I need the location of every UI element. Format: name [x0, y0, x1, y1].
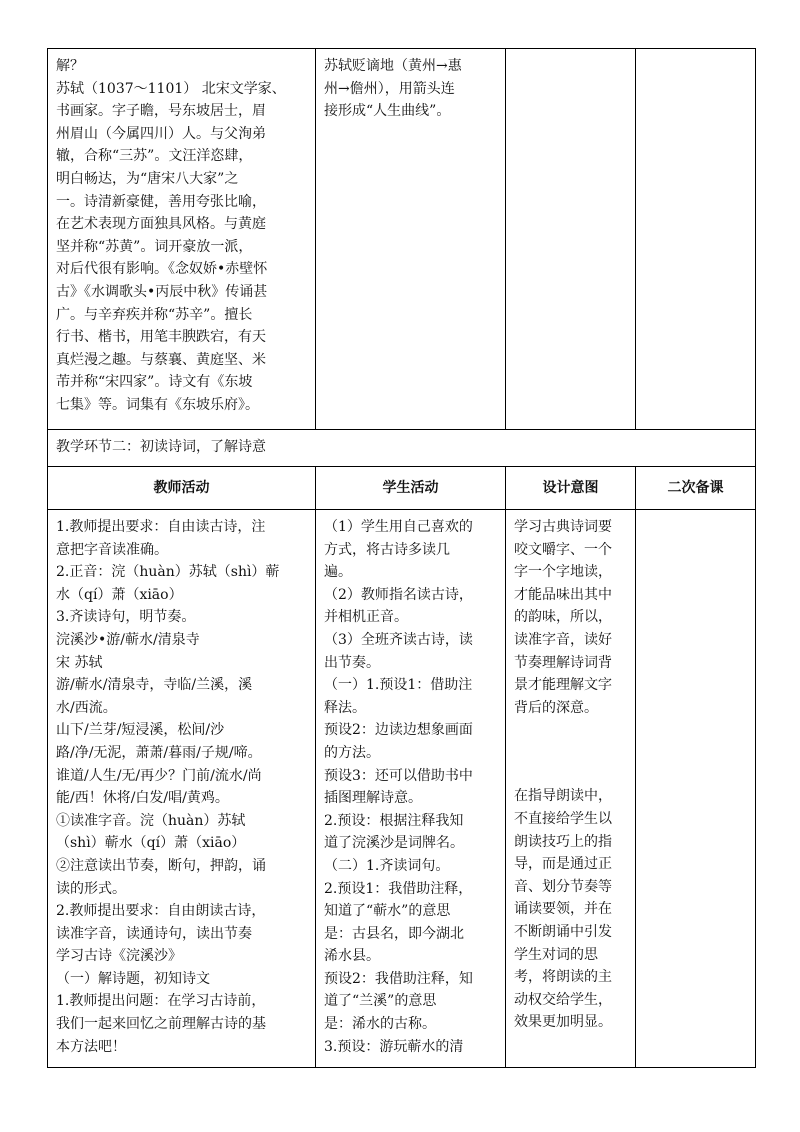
text-line: 学生对词的思: [514, 946, 598, 963]
header-design-intent: 设计意图: [506, 467, 636, 510]
text-line: 动权交给学生，: [514, 991, 612, 1008]
text-line: 1.教师提出要求：自由读古诗，注: [56, 519, 266, 535]
author-intro-text: [56, 55, 309, 417]
text-line: 的方法。: [324, 744, 380, 761]
text-line: 出节奏。: [324, 654, 380, 671]
text-line: 一。诗清新豪健，善用夸张比喻，: [56, 193, 266, 210]
text-line: 诵读要领，并在: [514, 901, 612, 918]
text-line: 2.正音：浣（huàn）苏轼（shì）蕲: [56, 564, 280, 581]
text-line: 读准字音，读通诗句，读出节奏: [56, 925, 252, 942]
text-line: 预设3：还可以借助书中: [324, 767, 473, 784]
text-line: 读准字音，读好: [514, 631, 612, 648]
text-line: 书画家。字子瞻，号东坡居士，眉: [56, 103, 266, 120]
text-line: 本方法吧！: [56, 1038, 126, 1055]
empty-cell: [506, 49, 636, 430]
teacher-activity-cell: [48, 510, 316, 1068]
text-line: 字一个字地读，: [514, 564, 612, 581]
header-second-prep: 二次备课: [636, 467, 756, 510]
text-line: 能/西！休将/白发/唱/黄鸡。: [56, 790, 229, 807]
exile-route-cell: [316, 49, 506, 430]
header-student-activity: 学生活动: [316, 467, 506, 510]
text-line: 读的形式。: [56, 880, 126, 897]
text-line: 的韵味，所以，: [514, 609, 612, 626]
text-line: 背后的深意。: [514, 699, 598, 716]
author-intro-row: [48, 49, 756, 430]
text-line: 行书、楷书，用笔丰腴跌宕，有天: [56, 329, 266, 346]
author-intro-cell: [48, 49, 316, 430]
text-line: 苏轼贬谪地（黄州→惠: [324, 58, 462, 74]
text-line: 游/蕲水/清泉寺，寺临/兰溪，溪: [56, 677, 253, 694]
text-line: 朗读技巧上的指: [514, 833, 612, 850]
design-intent-text-a: [514, 516, 629, 719]
text-line: 真烂漫之趣。与蔡襄、黄庭坚、米: [56, 351, 266, 368]
text-line: 道了“兰溪”的意思: [324, 993, 437, 1010]
text-line: 明白畅达，为“唐宋八大家”之: [56, 170, 239, 187]
text-line: 预设2：我借助注释，知: [324, 970, 473, 987]
text-line: 州眉山（今属四川）人。与父洵弟: [56, 125, 266, 142]
text-line: 3.齐读诗句，明节奏。: [56, 609, 196, 626]
text-line: 3.预设：游玩蕲水的清: [324, 1038, 464, 1055]
section-row: [48, 430, 756, 467]
text-line: 遍。: [324, 564, 352, 581]
text-line: 浣溪沙•游/蕲水/清泉寺: [56, 631, 200, 648]
lesson-plan-table: [47, 48, 756, 1068]
text-line: ①读准字音。浣（huàn）苏轼: [56, 812, 246, 829]
text-line: （一）解诗题，初知诗文: [56, 970, 210, 987]
text-line: 不直接给学生以: [514, 810, 612, 827]
text-line: 在艺术表现方面独具风格。与黄庭: [56, 216, 266, 233]
text-line: 预设2：边读边想象画面: [324, 722, 473, 739]
activity-row: [48, 510, 756, 1068]
text-line: 水/西流。: [56, 699, 117, 716]
text-line: 2.教师提出要求：自由朗读古诗，: [56, 903, 266, 920]
section-title: 教学环节二：初读诗词，了解诗意: [48, 430, 756, 467]
student-activity-text: [324, 516, 499, 1058]
text-line: 插图理解诗意。: [324, 790, 422, 807]
text-line: （1）学生用自己喜欢的: [324, 519, 473, 535]
text-line: 1.教师提出问题：在学习古诗前，: [56, 993, 266, 1010]
text-line: （2）教师指名读古诗，: [324, 586, 473, 603]
text-line: 道了浣溪沙是词牌名。: [324, 835, 464, 852]
text-line: 芾并称“宋四家”。诗文有《东坡: [56, 374, 253, 391]
text-line: 坚并称“苏黄”。词开豪放一派，: [56, 238, 253, 255]
text-line: 接形成“人生曲线”。: [324, 103, 451, 120]
text-line: 节奏理解诗词背: [514, 654, 612, 671]
text-line: 并相机正音。: [324, 609, 408, 626]
header-row: [48, 467, 756, 510]
text-line: 考，将朗读的主: [514, 969, 612, 986]
text-line: 苏轼（1037～1101） 北宋文学家、: [56, 80, 286, 97]
text-line: 广。与辛弃疾并称“苏辛”。擅长: [56, 306, 253, 323]
second-prep-cell: [636, 510, 756, 1068]
text-line: 是：古县名，即今湖北: [324, 925, 464, 942]
text-line: 我们一起来回忆之前理解古诗的基: [56, 1016, 266, 1033]
exile-route-text: [324, 55, 499, 123]
text-line: 解？: [56, 58, 84, 74]
text-line: 路/净/无泥，萧萧/暮雨/子规/啼。: [56, 744, 262, 761]
teacher-activity-text: [56, 516, 309, 1058]
text-line: 释法。: [324, 699, 366, 716]
text-line: 不断朗诵中引发: [514, 923, 612, 940]
text-line: 导，而是通过正: [514, 856, 612, 873]
text-line: 古》《水调歌头•丙辰中秋》传诵甚: [56, 283, 268, 300]
text-line: 宋 苏轼: [56, 654, 103, 671]
text-line: 知道了“蕲水”的意思: [324, 903, 451, 920]
text-line: （二）1.齐读词句。: [324, 857, 450, 874]
text-line: 辙，合称“三苏”。文汪洋恣肆，: [56, 148, 253, 165]
text-line: ②注意读出节奏，断句，押韵，诵: [56, 857, 266, 874]
text-line: 水（qí）萧（xiāo）: [56, 586, 183, 603]
design-intent-cell: [506, 510, 636, 1068]
text-line: 音、划分节奏等: [514, 878, 612, 895]
text-line: 方式，将古诗多读几: [324, 541, 450, 558]
text-line: 对后代很有影响。《念奴娇•赤壁怀: [56, 261, 268, 278]
text-line: 学习古典诗词要: [514, 519, 612, 535]
text-line: 浠水县。: [324, 948, 380, 965]
text-line: 才能品味出其中: [514, 586, 612, 603]
text-line: 2.预设：根据注释我知: [324, 812, 464, 829]
empty-cell: [636, 49, 756, 430]
text-line: 在指导朗读中，: [514, 788, 612, 805]
text-line: 咬文嚼字、一个: [514, 541, 612, 558]
spacer: [514, 719, 629, 785]
student-activity-cell: [316, 510, 506, 1068]
text-line: 州→儋州），用箭头连: [324, 80, 455, 97]
text-line: 景才能理解文字: [514, 677, 612, 694]
text-line: （3）全班齐读古诗，读: [324, 631, 473, 648]
text-line: 山下/兰芽/短浸溪，松间/沙: [56, 722, 225, 739]
text-line: 意把字音读准确。: [56, 541, 168, 558]
text-line: 谁道/人生/无/再少？门前/流水/尚: [56, 767, 262, 784]
text-line: 2.预设1：我借助注释，: [324, 880, 473, 897]
text-line: 是：浠水的古称。: [324, 1016, 436, 1033]
text-line: 七集》等。词集有《东坡乐府》。: [56, 396, 259, 413]
header-teacher-activity: 教师活动: [48, 467, 316, 510]
text-line: 学习古诗《浣溪沙》: [56, 948, 182, 965]
text-line: （shì）蕲水（qí）萧（xiāo）: [56, 835, 246, 852]
text-line: （一）1.预设1：借助注: [324, 677, 473, 694]
text-line: 效果更加明显。: [514, 1014, 612, 1031]
design-intent-text-b: [514, 785, 629, 1034]
